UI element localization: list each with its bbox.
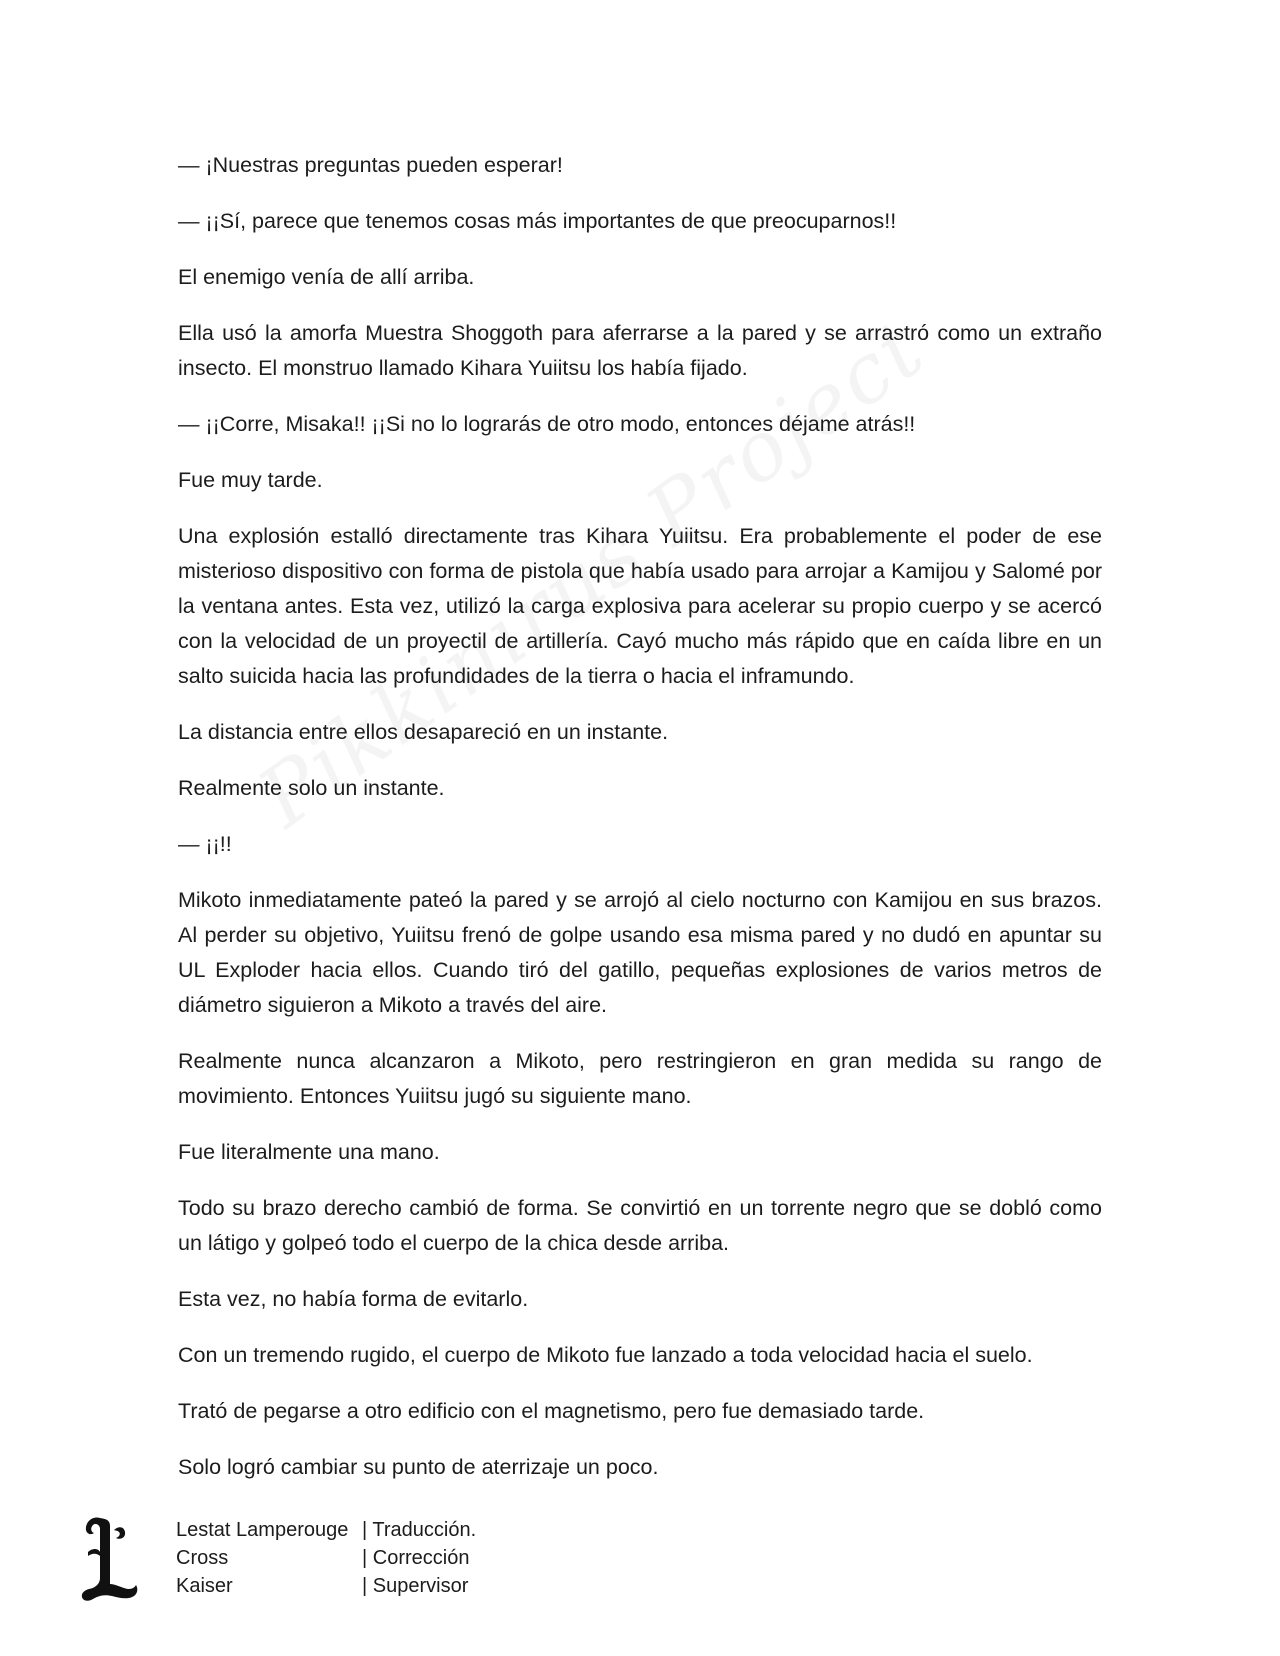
credits-list	[176, 1516, 476, 1600]
credit-role: | Corrección	[362, 1547, 470, 1569]
credit-role: | Supervisor	[362, 1575, 469, 1597]
paragraph: Todo su brazo derecho cambió de forma. Se convirtió en un torrente negro que se dobló como un látigo y golpeó todo el cuerpo de la chica desde arriba.	[178, 1196, 1102, 1255]
credit-row	[176, 1572, 476, 1600]
paragraph: Fue muy tarde.	[178, 468, 323, 492]
paragraph: — ¡¡!!	[178, 832, 232, 856]
gothic-letter-l-icon	[78, 1512, 140, 1604]
paragraph: Esta vez, no había forma de evitarlo.	[178, 1287, 529, 1311]
paragraph: — ¡¡Corre, Misaka!! ¡¡Si no lo lograrás de otro modo, entonces déjame atrás!!	[178, 412, 916, 436]
credit-row	[176, 1544, 476, 1572]
paragraph: Mikoto inmediatamente pateó la pared y se arrojó al cielo nocturno con Kamijou en sus brazos. Al perder su objetivo, Yuiitsu frenó de golpe usando esa misma pared y no dudó en apuntar su UL Exploder hacia ellos. Cuando tiró del gatillo, pequeñas explosiones de varios metros de diámetro siguieron a Mikoto a través del aire.	[178, 888, 1102, 1017]
credit-name: Kaiser	[176, 1575, 233, 1597]
document-body	[178, 148, 1102, 1506]
credit-role: | Traducción.	[362, 1519, 477, 1541]
paragraph: Solo logró cambiar su punto de aterrizaje un poco.	[178, 1455, 659, 1479]
credit-row	[176, 1516, 476, 1544]
paragraph: — ¡Nuestras preguntas pueden esperar!	[178, 153, 563, 177]
paragraph: Realmente solo un instante.	[178, 776, 445, 800]
paragraph: Ella usó la amorfa Muestra Shoggoth para aferrarse a la pared y se arrastró como un extraño insecto. El monstruo llamado Kihara Yuiitsu los había fijado.	[178, 321, 1102, 380]
credits-footer	[0, 1512, 1280, 1622]
paragraph: Trató de pegarse a otro edificio con el magnetismo, pero fue demasiado tarde.	[178, 1399, 925, 1423]
paragraph: La distancia entre ellos desapareció en un instante.	[178, 720, 669, 744]
paragraph: Una explosión estalló directamente tras Kihara Yuiitsu. Era probablemente el poder de ese misterioso dispositivo con forma de pistola que había usado para arrojar a Kamijou y Salomé por la ventana antes. Esta vez, utilizó la carga explosiva para acelerar su propio cuerpo y se acercó con la velocidad de un proyectil de artillería. Cayó mucho más rápido que en caída libre en un salto suicida hacia las profundidades de la tierra o hacia el inframundo.	[178, 524, 1102, 688]
credit-name: Lestat Lamperouge	[176, 1519, 349, 1541]
credit-name: Cross	[176, 1547, 229, 1569]
paragraph: Con un tremendo rugido, el cuerpo de Mikoto fue lanzado a toda velocidad hacia el suelo.	[178, 1343, 1033, 1367]
paragraph: Fue literalmente una mano.	[178, 1140, 440, 1164]
paragraph: El enemigo venía de allí arriba.	[178, 265, 475, 289]
paragraph: — ¡¡Sí, parece que tenemos cosas más importantes de que preocuparnos!!	[178, 209, 897, 233]
paragraph: Realmente nunca alcanzaron a Mikoto, pero restringieron en gran medida su rango de movimiento. Entonces Yuiitsu jugó su siguiente mano.	[178, 1049, 1102, 1108]
